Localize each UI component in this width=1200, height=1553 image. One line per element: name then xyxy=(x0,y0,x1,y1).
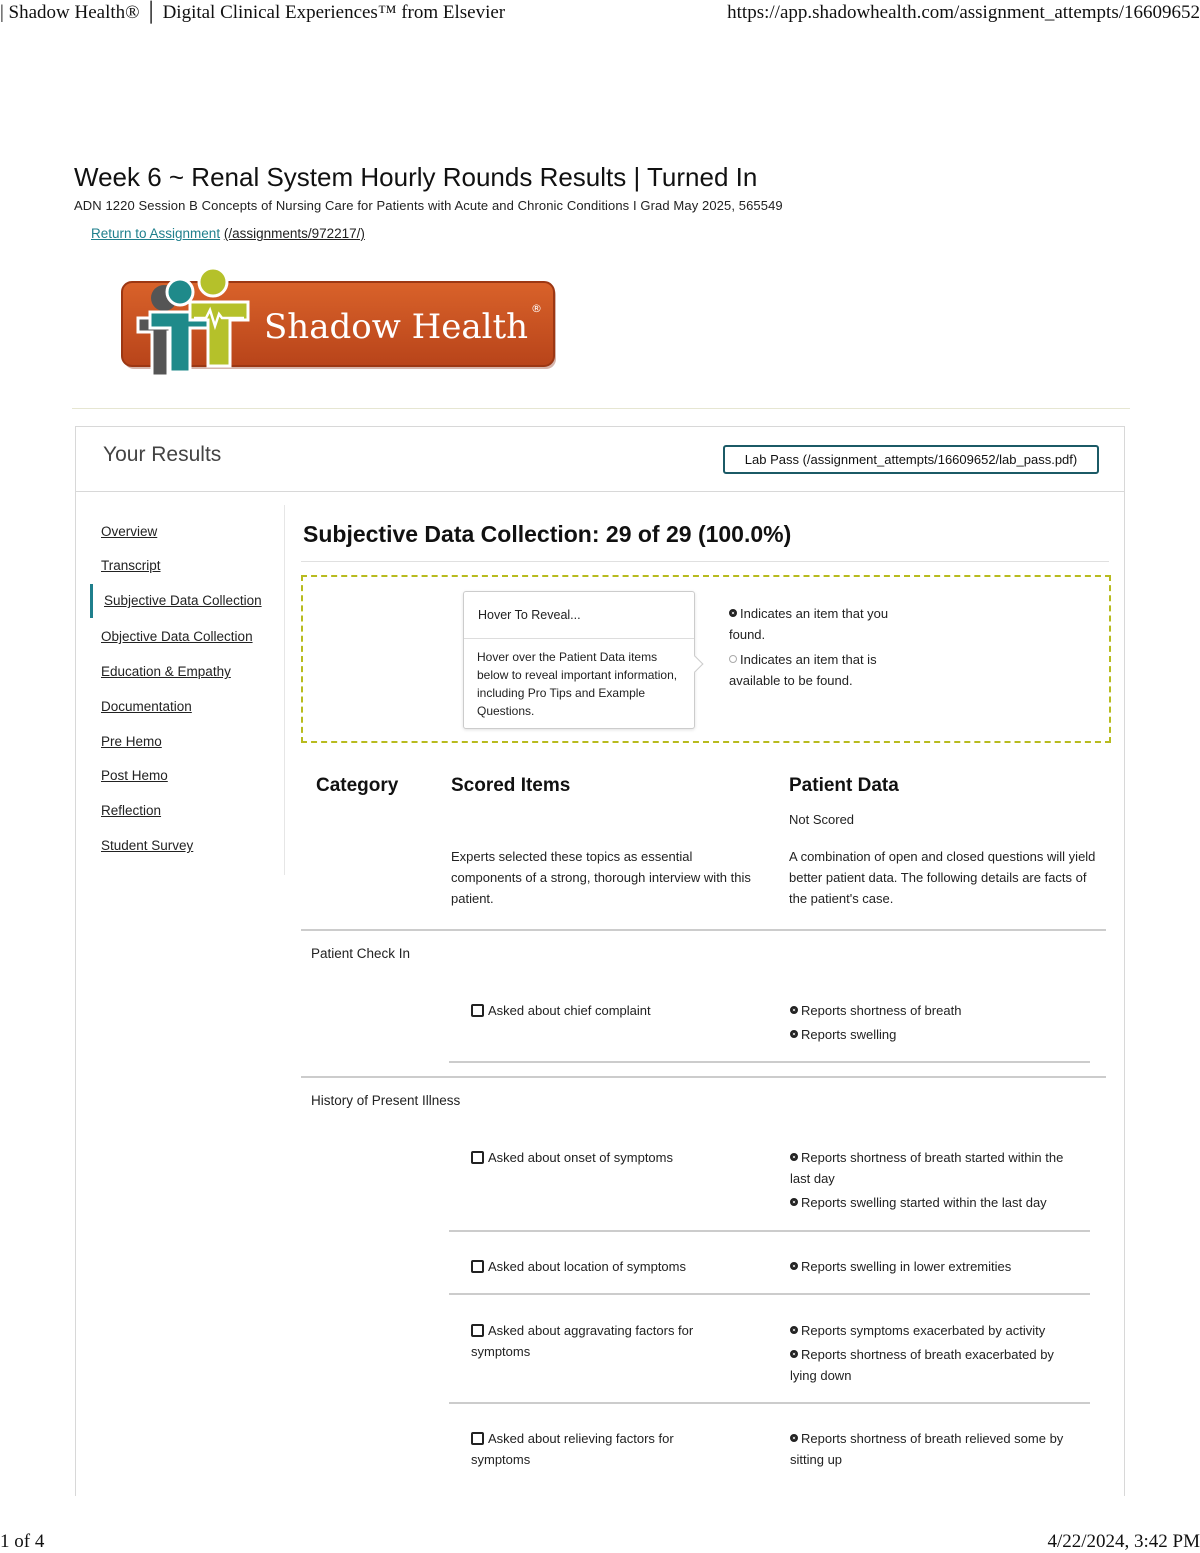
found-dot-icon xyxy=(790,1030,798,1038)
header-divider xyxy=(72,408,1130,409)
page-title: Week 6 ~ Renal System Hourly Rounds Results | Turned In xyxy=(74,162,758,192)
nav-transcript[interactable]: Transcript xyxy=(101,558,161,573)
scored-item xyxy=(471,1147,736,1168)
row-divider xyxy=(449,1402,1090,1404)
results-sidenav xyxy=(90,505,285,875)
patient-data-list xyxy=(790,1428,1080,1473)
section-title-divider xyxy=(301,561,1109,562)
patient-data-item[interactable]: Reports swelling xyxy=(790,1024,1080,1045)
checkbox-icon xyxy=(471,1324,484,1337)
checkbox-icon xyxy=(471,1260,484,1273)
hover-card-body: Hover over the Patient Data items below to reveal important information, including Pro Tips and Example Questions. xyxy=(477,650,678,718)
hover-card-pointer xyxy=(687,656,704,673)
patient-data-description: A combination of open and closed questions will yield better patient data. The following details are facts of the patient's case. xyxy=(789,849,1096,906)
patient-data-list xyxy=(790,1320,1080,1389)
print-page-number: 1 of 4 xyxy=(0,1531,45,1552)
patient-data-item[interactable]: Reports swelling started within the last day xyxy=(790,1192,1080,1213)
legend-found xyxy=(729,603,904,645)
scored-item xyxy=(471,1000,736,1021)
legend-available xyxy=(729,649,904,691)
patient-data-list xyxy=(790,1147,1080,1216)
scored-item-text: Asked about onset of symptoms xyxy=(488,1150,673,1165)
logo-registered-mark: ® xyxy=(531,302,542,315)
lab-pass-button[interactable]: Lab Pass (/assignment_attempts/16609652/lab_pass.pdf) xyxy=(723,445,1099,474)
scored-item-text: Asked about chief complaint xyxy=(488,1003,651,1018)
patient-data-item[interactable]: Reports shortness of breath xyxy=(790,1000,1080,1021)
return-to-assignment xyxy=(91,226,365,241)
found-dot-icon xyxy=(790,1006,798,1014)
return-to-assignment-url: (/assignments/972217/) xyxy=(223,226,365,241)
scored-item-text: Asked about relieving factors for symptoms xyxy=(471,1431,674,1467)
column-header-category: Category xyxy=(316,775,399,796)
found-dot-icon xyxy=(790,1153,798,1161)
found-dot-icon xyxy=(790,1262,798,1270)
row-divider xyxy=(449,1230,1090,1232)
patient-data-list xyxy=(790,1256,1080,1280)
section-title: Subjective Data Collection: 29 of 29 (100.0%) xyxy=(303,521,792,547)
patient-data-item[interactable]: Reports swelling in lower extremities xyxy=(790,1256,1080,1277)
nav-overview[interactable]: Overview xyxy=(101,524,158,539)
shadow-health-logo xyxy=(118,262,558,384)
patient-data-not-scored: Not Scored xyxy=(789,812,855,827)
patient-data-item[interactable]: Reports shortness of breath relieved some by sitting up xyxy=(790,1431,1064,1467)
column-header-scored-items: Scored Items xyxy=(451,775,571,796)
found-dot-icon xyxy=(790,1350,798,1358)
patient-data-item[interactable]: Reports symptoms exacerbated by activity xyxy=(790,1320,1080,1341)
row-divider xyxy=(449,1061,1090,1063)
found-dot-icon xyxy=(790,1434,798,1442)
found-dot-icon xyxy=(729,609,737,617)
patient-data-item[interactable]: Reports shortness of breath started within the last day xyxy=(790,1150,1064,1186)
nav-post-hemo[interactable]: Post Hemo xyxy=(101,768,168,783)
nav-education-empathy[interactable]: Education & Empathy xyxy=(101,664,231,679)
hover-to-reveal-card[interactable] xyxy=(463,591,695,729)
found-dot-icon xyxy=(790,1198,798,1206)
print-header xyxy=(0,2,1200,26)
hover-card-divider xyxy=(464,638,694,639)
row-divider xyxy=(449,1293,1090,1295)
checkbox-icon xyxy=(471,1432,484,1445)
nav-objective-data-collection[interactable]: Objective Data Collection xyxy=(101,629,253,644)
results-header xyxy=(76,427,1124,492)
patient-data-item[interactable]: Reports shortness of breath exacerbated by lying down xyxy=(790,1347,1054,1383)
checkbox-icon xyxy=(471,1151,484,1164)
print-page-title: | Shadow Health® │ Digital Clinical Experiences™ from Elsevier xyxy=(0,2,506,23)
scored-item-text: Asked about location of symptoms xyxy=(488,1259,686,1274)
column-header-patient-data: Patient Data xyxy=(789,775,899,796)
nav-documentation[interactable]: Documentation xyxy=(101,699,192,714)
scored-items-description: Experts selected these topics as essential components of a strong, thorough interview with this patient. xyxy=(451,849,751,906)
checkbox-icon xyxy=(471,1004,484,1017)
group-divider xyxy=(301,929,1106,931)
found-dot-icon xyxy=(790,1326,798,1334)
print-date: 4/22/2024, 3:42 PM xyxy=(1047,1531,1200,1552)
results-title: Your Results xyxy=(103,443,222,466)
results-panel xyxy=(75,426,1125,1496)
category-label: Patient Check In xyxy=(311,946,411,961)
course-subtitle: ADN 1220 Session B Concepts of Nursing Care for Patients with Acute and Chronic Conditions I Grad May 2025, 565549 xyxy=(74,198,783,213)
available-dot-icon xyxy=(729,655,737,663)
category-label: History of Present Illness xyxy=(311,1093,461,1108)
scored-item xyxy=(471,1320,736,1362)
legend-found-text: Indicates an item that you found. xyxy=(729,606,889,642)
hover-card-title: Hover To Reveal... xyxy=(478,608,581,622)
nav-subjective-data-collection[interactable]: Subjective Data Collection xyxy=(90,584,284,618)
scored-item xyxy=(471,1256,736,1277)
legend-box xyxy=(301,575,1111,743)
nav-student-survey[interactable]: Student Survey xyxy=(101,838,194,853)
logo-wordmark: Shadow Health xyxy=(264,307,529,347)
legend-available-text: Indicates an item that is available to be found. xyxy=(729,652,877,688)
patient-data-list xyxy=(790,1000,1080,1048)
nav-pre-hemo[interactable]: Pre Hemo xyxy=(101,734,162,749)
return-to-assignment-link[interactable]: Return to Assignment xyxy=(91,226,221,241)
print-page-url: https://app.shadowhealth.com/assignment_attempts/16609652 xyxy=(727,2,1200,23)
nav-reflection[interactable]: Reflection xyxy=(101,803,162,818)
group-divider xyxy=(301,1076,1106,1078)
scored-item-text: Asked about aggravating factors for symptoms xyxy=(471,1323,694,1359)
scored-item xyxy=(471,1428,736,1470)
